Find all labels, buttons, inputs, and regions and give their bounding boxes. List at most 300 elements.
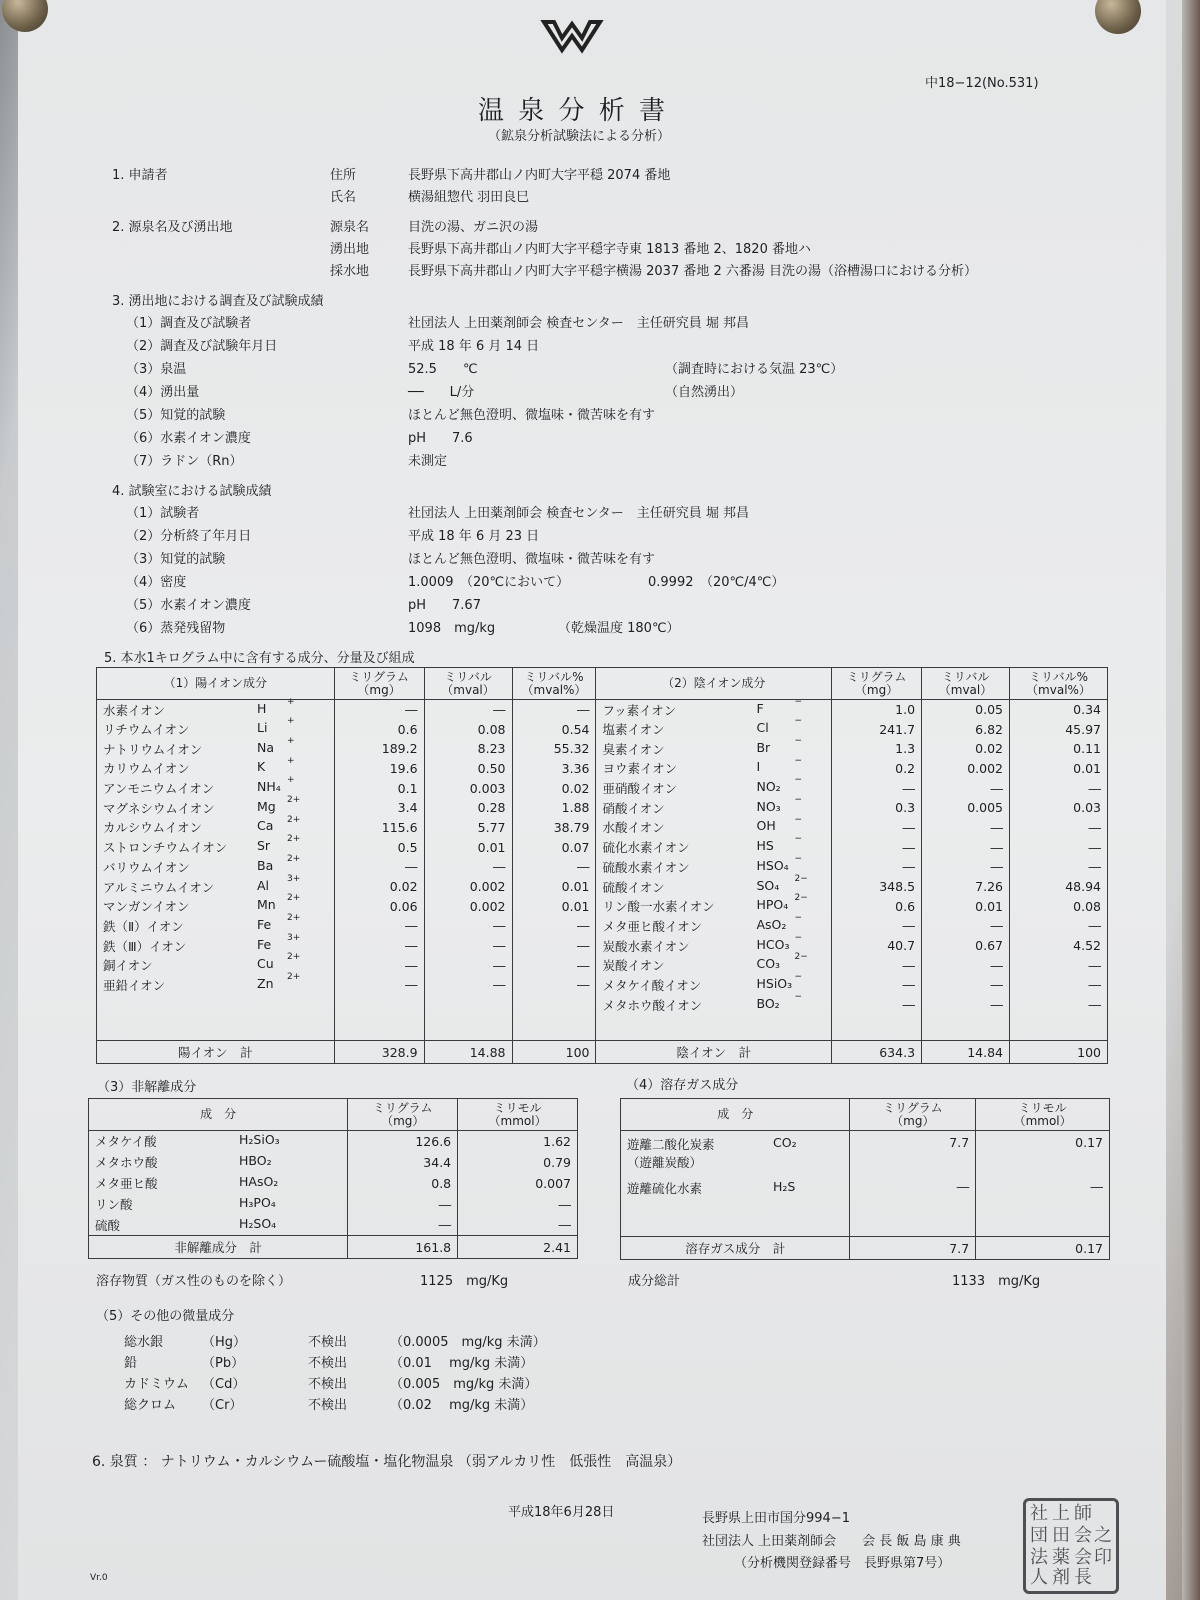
cation-name: 鉄（Ⅱ）イオン: [103, 918, 184, 934]
cation-formula: Sr: [257, 838, 271, 854]
s5-heading: 5. 本水1キログラム中に含有する成分、分量及び組成: [104, 651, 415, 666]
anion-charge-wrap: [794, 736, 802, 751]
cation-total-pct: 100: [512, 1041, 596, 1064]
anion-formula: HCO₃: [756, 936, 790, 952]
nonion-total-mmol: 2.41: [458, 1236, 578, 1259]
anion-mg: 0.2: [832, 759, 922, 779]
cation-mg: ―: [334, 700, 424, 720]
anion-charge-wrap: [794, 952, 807, 967]
anion-name: リン酸一水素イオン: [602, 899, 715, 915]
anion-pct: ―: [1009, 995, 1107, 1015]
trace-result: 不検出: [308, 1377, 348, 1392]
ion-row: [97, 759, 1108, 779]
anion-charge: −: [794, 854, 803, 864]
ion-row: [97, 877, 1108, 897]
anion-charge: −: [794, 735, 803, 746]
ion-row: [97, 837, 1108, 857]
anion-name: 塩素イオン: [602, 722, 665, 738]
nonion-total-mg: 161.8: [348, 1236, 458, 1259]
ion-row: [97, 936, 1108, 956]
trace-name: 総水銀: [124, 1335, 164, 1350]
cation-charge: 2+: [287, 794, 301, 805]
col-mvalp: ミリバル%: [1028, 669, 1089, 684]
gas-name: 遊離硫化水素: [627, 1180, 703, 1196]
anion-pct: 0.08: [1009, 896, 1107, 916]
anion-mg: ―: [832, 837, 922, 857]
s4-row-note: （乾燥温度 180℃）: [558, 621, 680, 636]
cation-name-cell: [97, 995, 335, 1015]
cation-pct: ―: [512, 916, 596, 936]
anion-mval: ―: [922, 778, 1010, 798]
nonion-mg: 0.8: [348, 1173, 458, 1194]
comp-header: 成 分: [89, 1099, 348, 1131]
s1-address-label: 住所: [330, 168, 357, 183]
cation-formula: Ba: [257, 857, 274, 873]
total-label: 成分総計: [628, 1274, 681, 1289]
cation-name: カリウムイオン: [103, 761, 190, 777]
cation-charge-wrap: [287, 874, 300, 889]
seal-glyph: 印: [1094, 1547, 1112, 1568]
col-mg-unit: （mg）: [357, 682, 401, 697]
anion-name: フッ素イオン: [602, 702, 677, 718]
anion-charge-wrap: [794, 893, 807, 908]
s4-heading: 4. 試験室における試験成績: [112, 484, 272, 499]
anion-mval: ―: [922, 916, 1010, 936]
total-value: 1133 mg/Kg: [952, 1274, 1041, 1289]
cation-charge: 2+: [287, 814, 301, 825]
anion-pct: 48.94: [1009, 877, 1107, 897]
cation-formula: H: [257, 700, 267, 716]
trace-limit: （0.02 mg/kg 未満）: [390, 1398, 534, 1413]
cation-charge-wrap: [287, 815, 300, 830]
anion-mg: ―: [832, 916, 922, 936]
cation-pct: 0.54: [512, 719, 596, 739]
anion-name: 硝酸イオン: [602, 800, 665, 816]
ion-row: [97, 955, 1108, 975]
anion-formula: F: [756, 700, 764, 716]
seal-glyph: 長: [1074, 1567, 1092, 1588]
anion-mval: ―: [922, 995, 1010, 1015]
cation-mg: 0.1: [334, 778, 424, 798]
cation-pct: ―: [512, 936, 596, 956]
col-mmol: ミリモル: [1018, 1100, 1067, 1115]
nonion-mmol: ―: [458, 1194, 578, 1215]
nonion-name: メタ亜ヒ酸: [95, 1176, 158, 1191]
nonion-heading: （3）非解離成分: [97, 1080, 197, 1095]
anion-charge-wrap: [794, 992, 802, 1007]
anion-mval: ―: [922, 837, 1010, 857]
nonion-row: [89, 1215, 578, 1236]
cation-name: ストロンチウムイオン: [103, 840, 228, 856]
col-mval: ミリバル: [941, 669, 990, 684]
s3-row-note: （調査時における気温 23℃）: [665, 362, 844, 377]
s3-row-label: （3）泉温: [126, 362, 187, 377]
anion-charge: −: [794, 775, 803, 786]
cation-name-cell: [97, 735, 335, 759]
cation-mval: 0.002: [424, 877, 512, 897]
gas-mmol: ―: [976, 1175, 1110, 1237]
nonion-mmol: ―: [458, 1215, 578, 1236]
anion-formula: AsO₂: [756, 916, 787, 932]
nonion-name: 硫酸: [95, 1217, 121, 1233]
anion-charge: −: [794, 814, 803, 825]
nonion-formula: H₂SiO₃: [239, 1132, 280, 1148]
cation-mg: 0.6: [334, 719, 424, 739]
anion-formula: Br: [756, 739, 771, 755]
cation-charge-wrap: [287, 854, 300, 869]
nonion-name-cell: [89, 1152, 348, 1173]
seal-glyph: 田: [1052, 1525, 1070, 1546]
s3-row-label: （1）調査及び試験者: [126, 316, 252, 331]
anion-mval: 6.82: [922, 719, 1010, 739]
nonion-name: メタケイ酸: [95, 1134, 157, 1150]
anion-pct: 4.52: [1009, 936, 1107, 956]
s3-heading: 3. 湧出地における調査及び試験成績: [112, 294, 324, 309]
col-mg: ミリグラム: [882, 1100, 943, 1115]
cation-total-mg: 328.9: [334, 1041, 424, 1064]
s1-address: 長野県下高井郡山ノ内町大字平穏 2074 番地: [408, 168, 671, 183]
cation-mval: ―: [424, 975, 512, 995]
anion-name: 硫酸イオン: [602, 879, 665, 895]
anion-name: 臭素イオン: [602, 741, 665, 757]
footer-address: 長野県上田市国分994−1: [702, 1511, 850, 1526]
board-edge: [1182, 0, 1200, 1600]
nonion-mg: 34.4: [348, 1152, 458, 1173]
anion-charge-wrap: [794, 854, 802, 869]
anion-mg: ―: [832, 975, 922, 995]
seal-glyph: 法: [1030, 1547, 1048, 1568]
trace-limit: （0.01 mg/kg 未満）: [390, 1356, 534, 1371]
anion-formula: I: [756, 759, 761, 775]
cation-pct: 0.02: [512, 778, 596, 798]
anion-name: 炭酸水素イオン: [602, 938, 690, 954]
cation-pct: ―: [512, 955, 596, 975]
s2-source: 目洗の湯、ガニ沢の湯: [408, 220, 539, 235]
nonion-mmol: 0.007: [458, 1173, 578, 1194]
ion-row: [97, 857, 1108, 877]
anion-total-mval: 14.84: [922, 1041, 1010, 1064]
cation-formula: Al: [257, 877, 270, 893]
cation-charge-wrap: [287, 697, 295, 712]
anion-charge-wrap: [794, 874, 807, 889]
anion-pct: ―: [1009, 778, 1107, 798]
seal-glyph: 之: [1094, 1525, 1112, 1546]
ion-row: [97, 916, 1108, 936]
anion-mg: ―: [832, 778, 922, 798]
cation-charge-wrap: [287, 775, 295, 790]
s3-row-label: （7）ラドン（Rn）: [126, 454, 243, 469]
cation-formula: NH₄: [257, 779, 281, 795]
nonion-mg: ―: [348, 1194, 458, 1215]
cation-formula: Fe: [257, 936, 272, 952]
seal-glyph: 薬: [1052, 1547, 1070, 1568]
cation-mval: 0.01: [424, 837, 512, 857]
cation-mg: [334, 995, 424, 1015]
cation-total-mval: 14.88: [424, 1041, 512, 1064]
s4-row-value: pH 7.67: [408, 598, 481, 613]
cation-mval: 8.23: [424, 739, 512, 759]
cation-charge-wrap: [287, 795, 300, 810]
col-mg: ミリグラム: [846, 669, 907, 684]
anion-mval: ―: [922, 818, 1010, 838]
cation-charge-wrap: [287, 736, 295, 751]
comp-header: 成 分: [621, 1099, 850, 1131]
s3-row-value: ── L/分: [408, 385, 475, 400]
seal-glyph: 会: [1074, 1525, 1092, 1546]
s4-row-label: （3）知覚的試験: [126, 552, 226, 567]
cation-charge: 2+: [287, 913, 301, 924]
anion-pct: 45.97: [1009, 719, 1107, 739]
s4-row-value: ほとんど無色澄明、微塩味・微苦味を有す: [408, 552, 656, 567]
col-mmol: ミリモル: [493, 1100, 542, 1115]
dissolved-label: 溶存物質（ガス性のものを除く）: [96, 1274, 292, 1289]
gas-mg: 7.7: [850, 1131, 976, 1175]
official-seal: [1023, 1498, 1119, 1594]
anion-pct: ―: [1009, 975, 1107, 995]
cation-pct: ―: [512, 975, 596, 995]
cation-pct: ―: [512, 857, 596, 877]
anion-charge-wrap: [794, 834, 802, 849]
cation-mg: 189.2: [334, 739, 424, 759]
cation-mg: 0.5: [334, 837, 424, 857]
ion-row: [97, 739, 1108, 759]
cation-total-label: 陽イオン 計: [97, 1041, 335, 1064]
footer-org: 社団法人 上田薬剤師会 会 長 飯 島 康 典: [702, 1534, 961, 1549]
nonion-formula: H₂SO₄: [239, 1215, 277, 1231]
s4-row-label: （4）密度: [126, 575, 187, 590]
anion-mg: ―: [832, 818, 922, 838]
ion-row: [97, 975, 1108, 995]
cation-charge-wrap: [287, 972, 300, 987]
cation-mval: ―: [424, 916, 512, 936]
s4-row-label: （1）試験者: [126, 506, 200, 521]
anion-mval: 0.005: [922, 798, 1010, 818]
s3-row-label: （2）調査及び試験年月日: [126, 339, 278, 354]
gas-row: [621, 1175, 1110, 1237]
anion-charge: −: [794, 697, 803, 707]
col-mmol-unit: （mmol）: [1013, 1113, 1072, 1128]
trace-result: 不検出: [308, 1356, 348, 1371]
cation-mval: [424, 995, 512, 1015]
cation-name: バリウムイオン: [103, 859, 190, 875]
cation-formula: Na: [257, 739, 275, 755]
anion-pct: ―: [1009, 916, 1107, 936]
anion-mval: ―: [922, 975, 1010, 995]
anion-charge: −: [794, 834, 803, 845]
s3-row-label: （5）知覚的試験: [126, 408, 226, 423]
nonion-formula: H₃PO₄: [239, 1195, 276, 1210]
anion-pct: ―: [1009, 837, 1107, 857]
s4-row-note: 0.9992 （20℃/4℃）: [648, 575, 785, 590]
cation-formula: Fe: [257, 916, 272, 932]
anion-charge-wrap: [794, 795, 802, 810]
anion-charge: 2−: [794, 893, 808, 904]
anion-name: メタケイ酸イオン: [602, 977, 702, 993]
dissolved-value: 1125 mg/Kg: [420, 1274, 509, 1289]
col-mg-unit: （mg）: [854, 682, 899, 697]
anion-formula: HSiO₃: [756, 975, 793, 991]
cation-mg: ―: [334, 857, 424, 877]
anion-mval: ―: [922, 857, 1010, 877]
cation-pct: 3.36: [512, 759, 596, 779]
s4-row-value: 平成 18 年 6 月 23 日: [408, 529, 540, 544]
s3-row-value: 未測定: [408, 454, 448, 469]
seal-glyph: 団: [1030, 1525, 1048, 1546]
anion-mg: 1.0: [832, 700, 922, 720]
s3-row-label: （6）水素イオン濃度: [126, 431, 251, 446]
anion-mg: 1.3: [832, 739, 922, 759]
anion-charge-wrap: [794, 697, 802, 712]
trace-name: 鉛: [124, 1356, 138, 1371]
trace-name: 総クロム: [124, 1398, 177, 1413]
footer-date: 平成18年6月28日: [508, 1505, 615, 1520]
anion-formula: BO₂: [756, 995, 780, 1011]
cation-charge: +: [287, 775, 295, 786]
col-mvalp-unit: （mval%）: [1026, 682, 1091, 697]
s2-spring: 長野県下高井郡山ノ内町大字平穏字寺東 1813 番地 2、1820 番地ハ: [408, 242, 811, 257]
cation-mval: 0.50: [424, 759, 512, 779]
ion-row: [97, 818, 1108, 838]
cation-name: 亜鉛イオン: [103, 977, 166, 993]
anion-charge: −: [794, 794, 803, 805]
logo-emblem: [540, 16, 604, 56]
cation-mval: 0.28: [424, 798, 512, 818]
cation-formula: Ca: [257, 818, 274, 834]
anion-pct: 0.11: [1009, 739, 1107, 759]
anion-charge: −: [794, 755, 803, 766]
doc-number: 中18−12(No.531): [925, 76, 1039, 91]
anion-total-pct: 100: [1009, 1041, 1107, 1064]
s4-row-label: （5）水素イオン濃度: [126, 598, 251, 613]
cation-name-cell: [97, 972, 335, 995]
nonion-mmol: 1.62: [458, 1131, 578, 1152]
nonion-name: リン酸: [95, 1197, 133, 1212]
gas-total-mmol: 0.17: [976, 1237, 1110, 1260]
cation-pct: 1.88: [512, 798, 596, 818]
anion-charge-wrap: [794, 756, 802, 771]
anion-mval: 0.02: [922, 739, 1010, 759]
col-mvalp: ミリバル%: [524, 669, 584, 684]
cation-charge: 2+: [287, 893, 301, 904]
cation-name-cell: [97, 697, 335, 720]
trace-heading: （5）その他の微量成分: [96, 1309, 235, 1324]
anion-name: 亜硝酸イオン: [602, 781, 678, 797]
anion-pct: 0.03: [1009, 798, 1107, 818]
cation-mval: ―: [424, 857, 512, 877]
ion-row: [97, 778, 1108, 798]
anion-charge: −: [794, 716, 803, 727]
nonion-row: [89, 1173, 578, 1194]
trace-symbol: （Cd）: [202, 1377, 246, 1392]
anion-formula: CO₃: [756, 956, 781, 972]
cation-pct: 0.07: [512, 837, 596, 857]
nonion-mmol: 0.79: [458, 1152, 578, 1173]
col-mmol-unit: （mmol）: [488, 1113, 547, 1128]
anion-name: メタ亜ヒ酸イオン: [602, 918, 703, 934]
s1-name-label: 氏名: [330, 190, 357, 205]
col-mg: ミリグラム: [372, 1100, 433, 1115]
anion-name: 硫酸水素イオン: [602, 859, 690, 875]
col-mval-unit: （mval）: [938, 682, 993, 697]
anion-header: （2）陰イオン成分: [596, 668, 832, 700]
page-title: 温 泉 分 析 書: [478, 96, 669, 126]
cation-charge-wrap: [287, 756, 295, 771]
anion-pct: ―: [1009, 857, 1107, 877]
anion-mval: 0.05: [922, 700, 1010, 720]
anion-mg: 348.5: [832, 877, 922, 897]
cation-charge: +: [287, 735, 295, 746]
cation-pct: 0.01: [512, 877, 596, 897]
col-mvalp-unit: （mval%）: [521, 682, 587, 697]
cation-mval: 0.003: [424, 778, 512, 798]
cation-mval: ―: [424, 700, 512, 720]
s2-source-label: 源泉名: [330, 220, 370, 235]
s1-name: 横湯組惣代 羽田良巳: [408, 190, 530, 205]
nonion-total-label: 非解離成分 計: [89, 1236, 348, 1259]
anion-formula: NO₂: [756, 779, 781, 795]
nonion-name-cell: [89, 1131, 348, 1152]
anion-mval: 0.67: [922, 936, 1010, 956]
cation-charge-wrap: [287, 933, 300, 948]
cation-charge-wrap: [287, 952, 300, 967]
cation-name-cell: [97, 716, 335, 739]
anion-charge-wrap: [794, 913, 802, 928]
anion-charge-wrap: [794, 972, 802, 987]
anion-charge: −: [794, 991, 803, 1002]
anion-mval: 0.002: [922, 759, 1010, 779]
cation-name: カルシウムイオン: [103, 820, 202, 836]
cation-charge: +: [287, 755, 295, 766]
anion-charge-wrap: [794, 775, 802, 790]
anion-charge-wrap: [794, 815, 802, 830]
cation-header: （1）陽イオン成分: [97, 668, 335, 700]
anion-name-cell: [596, 991, 832, 1015]
anion-mg: 241.7: [832, 719, 922, 739]
cation-name: リチウムイオン: [103, 722, 190, 738]
anion-pct: ―: [1009, 955, 1107, 975]
cation-charge-wrap: [287, 834, 300, 849]
anion-formula: SO₄: [756, 877, 780, 893]
s4-row-value: 1.0009 （20℃において）: [408, 575, 570, 590]
s3-row-value: 社団法人 上田薬剤師会 検査センター 主任研究員 堀 邦昌: [408, 316, 750, 331]
anion-mg: ―: [832, 955, 922, 975]
trace-symbol: （Pb）: [202, 1356, 245, 1371]
cation-mval: 0.08: [424, 719, 512, 739]
anion-pct: ―: [1009, 818, 1107, 838]
anion-formula: HPO₄: [756, 897, 789, 913]
cation-mval: 0.002: [424, 896, 512, 916]
cation-mg: ―: [334, 955, 424, 975]
s1-heading: 1. 申請者: [112, 168, 168, 183]
anion-formula: Cl: [756, 720, 769, 736]
cation-charge-wrap: [287, 716, 295, 731]
seal-glyph: 師: [1074, 1503, 1092, 1524]
anion-formula: HSO₄: [756, 857, 789, 873]
nonion-row: [89, 1152, 578, 1173]
cation-formula: Mg: [257, 798, 276, 814]
cation-charge-wrap: [287, 893, 300, 908]
cation-pct: 55.32: [512, 739, 596, 759]
cation-mval: ―: [424, 955, 512, 975]
gas-heading: （4）溶存ガス成分: [626, 1078, 739, 1093]
cation-mg: 3.4: [334, 798, 424, 818]
cation-mg: 0.06: [334, 896, 424, 916]
cation-charge: 2+: [287, 952, 301, 963]
cation-charge: 2+: [287, 972, 301, 983]
cation-formula: Cu: [257, 956, 274, 972]
anion-total-mg: 634.3: [832, 1041, 922, 1064]
cation-formula: Zn: [257, 975, 274, 991]
